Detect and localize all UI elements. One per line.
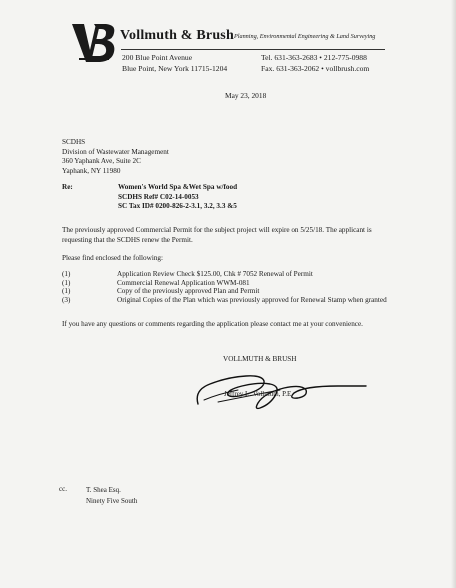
cc-line: Ninety Five South [86, 496, 138, 505]
enclosure-text: Commercial Renewal Application WWM-081 [117, 278, 250, 287]
recipient-line: Division of Wastewater Management [62, 147, 169, 156]
letter-date: May 23, 2018 [225, 91, 267, 100]
firm-address [122, 53, 227, 74]
body-paragraph: The previously approved Commercial Permit for the subject project will expire on 5/25/18. The applicant is requesting that the SCDHS renew the Permit. [62, 226, 372, 244]
re-label: Re: [62, 183, 73, 191]
firm-contact [261, 53, 369, 74]
enclosure-count: (1) [62, 287, 71, 296]
enclosure-list [62, 270, 387, 304]
enclosure-item [62, 270, 387, 279]
recipient-line: Yaphank, NY 11980 [62, 166, 121, 175]
re-line: SCDHS Ref# C02-14-0053 [118, 192, 199, 201]
re-subject [118, 183, 237, 212]
enclosure-item [62, 287, 387, 296]
recipient-line: SCDHS [62, 138, 86, 146]
signer-name: Jeffrey L. Vollmuth, P.E. [224, 390, 294, 398]
enclosure-text: Application Review Check $125.00, Chk # 7052 Renewal of Permit [117, 270, 313, 278]
handwritten-signature-icon [188, 360, 370, 416]
cc-label: cc. [59, 485, 67, 493]
enclosure-text: Copy of the previously approved Plan and Permit [117, 287, 260, 296]
body-paragraph: If you have any questions or comments regarding the application please contact me at your convenience. [62, 320, 363, 328]
scan-edge [451, 0, 456, 588]
cc-line: T. Shea Esq. [86, 486, 121, 494]
header-divider [121, 49, 385, 50]
recipient-line: 360 Yaphank Ave, Suite 2C [62, 157, 141, 166]
cc-recipients [86, 485, 137, 506]
enclosure-item [62, 296, 387, 305]
enclosure-text: Original Copies of the Plan which was previously approved for Renewal Stamp when granted [117, 295, 387, 304]
address-line: Blue Point, New York 11715-1204 [122, 63, 228, 73]
closing-firm: VOLLMUTH & BRUSH [223, 355, 297, 363]
re-line: Women's World Spa &Wet Spa w/food [118, 183, 238, 191]
enclosure-count: (3) [62, 295, 71, 304]
vb-logo-icon [70, 20, 116, 66]
re-line: SC Tax ID# 0200-826-2-3.1, 3.2, 3.3 &5 [118, 202, 237, 211]
body-paragraph: Please find enclosed the following: [62, 254, 164, 262]
fax-line: Fax. 631-363-2062 • vollbrush.com [261, 63, 370, 73]
firm-tagline: Planning, Environmental Engineering & Land Surveying [234, 33, 376, 40]
address-line: 200 Blue Point Avenue [122, 53, 193, 62]
enclosure-count: (1) [62, 270, 71, 278]
enclosure-item [62, 279, 387, 288]
firm-name: Vollmuth & Brush [120, 28, 234, 43]
phone-line: Tel. 631-363-2683 • 212-775-0988 [261, 53, 367, 62]
recipient-address [62, 138, 169, 176]
enclosure-count: (1) [62, 278, 71, 287]
